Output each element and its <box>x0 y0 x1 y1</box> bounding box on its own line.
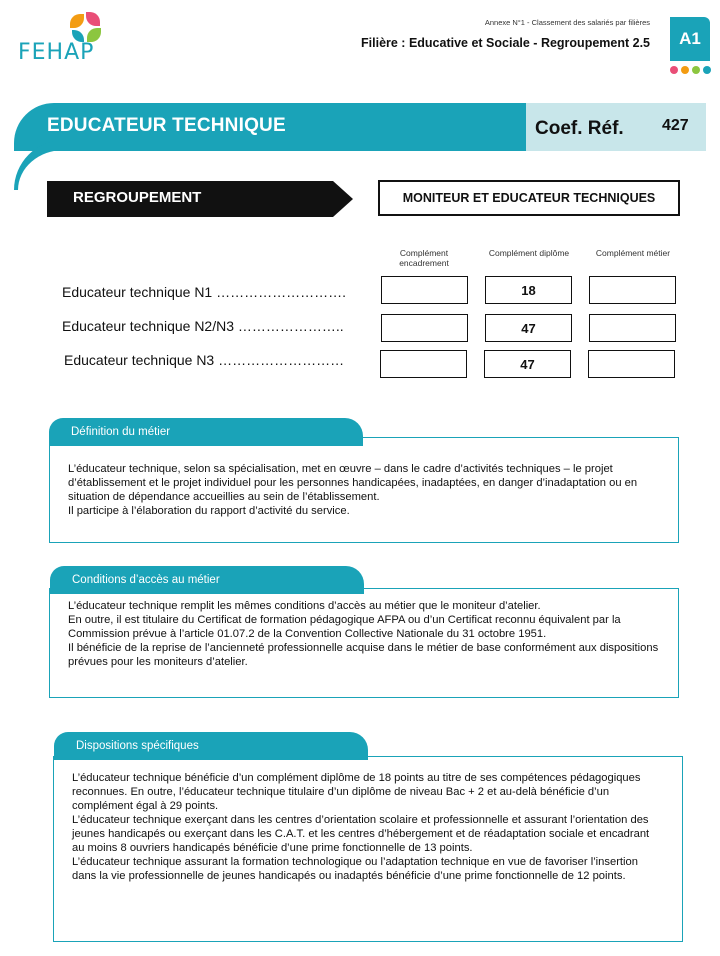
header-complement-diplome: Complément diplôme <box>488 248 570 258</box>
header-complement-encadrement: Complément encadrement <box>399 248 449 268</box>
dot-icon <box>670 66 678 74</box>
dot-icon <box>703 66 711 74</box>
dispositions-paragraph: L’éducateur technique exerçant dans les centres d’orientation scolaire et professionnelle et assurant l’orientation des jeunes handicapés ou exerçant dans les C.A.T. et les centres d’hébergement et de réadaptation sociale et encadrant au moins 8 ouvriers handicapés bénéficie d’une prime fonctionnelle de 13 points. <box>72 814 650 854</box>
header-complement-metier: Complément métier <box>595 248 671 258</box>
row-label-n2n3: Educateur technique N2/N3 ………………….. <box>62 318 344 334</box>
fehap-logo <box>18 10 128 70</box>
logo-leaf-icon <box>70 14 84 28</box>
dispositions-tab: Dispositions spécifiques <box>54 732 368 760</box>
definition-section <box>49 437 679 543</box>
coef-value: 427 <box>662 117 689 134</box>
dot-icon <box>692 66 700 74</box>
conditions-paragraph: L’éducateur technique remplit les mêmes conditions d’accès au métier que le moniteur d’atelier. <box>68 600 541 612</box>
dispositions-section <box>53 756 683 942</box>
logo-leaf-icon <box>86 12 100 26</box>
row-label-n1: Educateur technique N1 ………………………. <box>62 284 346 300</box>
conditions-paragraph: En outre, il est titulaire du Certificat de formation pédagogique AFPA ou d’un Certificat reconnu équivalent par la Commission prévue à l’article 01.07.2 de la Convention Collective Nationale du 31 octobre 1951. <box>68 614 621 640</box>
annex-label: Annexe N°1 - Classement des salariés par filières <box>484 18 650 27</box>
regroupement-value: MONITEUR ET EDUCATEUR TECHNIQUES <box>378 180 680 216</box>
conditions-paragraph: Il bénéficie de la reprise de l’ancienneté professionnelle acquise dans le métier de base conformément aux dispositions prévues pour les moniteurs d’atelier. <box>68 642 659 668</box>
dot-icon <box>681 66 689 74</box>
conditions-tab: Conditions d’accès au métier <box>50 566 364 594</box>
color-dots <box>670 66 711 74</box>
dispositions-paragraph: L’éducateur technique assurant la formation technologique ou l’adaptation technique en vue de favoriser l’insertion dans la vie professionnelle de jeunes handicapés ou inadaptés bénéficie d’une prime fonctionnelle de 12 points. <box>72 856 638 882</box>
cell-n3-encadrement <box>380 350 467 378</box>
cell-n1-metier <box>589 276 676 304</box>
cell-n1-encadrement <box>381 276 468 304</box>
definition-paragraph: Il participe à l’élaboration du rapport d’activité du service. <box>68 505 350 517</box>
regroupement-label: REGROUPEMENT <box>73 189 202 206</box>
coef-label: Coef. Réf. <box>535 118 624 139</box>
cell-n2n3-diplome: 47 <box>485 314 572 342</box>
conditions-section <box>49 588 679 698</box>
definition-tab: Définition du métier <box>49 418 363 446</box>
job-title: EDUCATEUR TECHNIQUE <box>47 115 286 136</box>
dispositions-paragraph: L’éducateur technique bénéficie d’un complément diplôme de 18 points au titre de ses compétences pédagogiques reconnues. En outre, l’éducateur technique titulaire d’un diplôme de niveau Bac + 2 et au-delà bénéficie d’un complément égal à 29 points. <box>72 772 641 812</box>
logo-text: FEHAP <box>18 40 95 65</box>
cell-n2n3-encadrement <box>381 314 468 342</box>
cell-n2n3-metier <box>589 314 676 342</box>
annex-badge: A1 <box>670 17 710 61</box>
definition-paragraph: L’éducateur technique, selon sa spécialisation, met en œuvre – dans le cadre d’activités techniques – le projet d’établissement et le projet individuel pour les personnes handicapées, inadaptées, en danger d’inadaptation ou en situation de dépendance accueillies au sein de l’établissement. <box>68 463 638 503</box>
row-label-n3: Educateur technique N3 ……………………… <box>64 352 345 368</box>
cell-n1-diplome: 18 <box>485 276 572 304</box>
cell-n3-metier <box>588 350 675 378</box>
filiere-title: Filière : Educative et Sociale - Regroupement 2.5 <box>361 36 650 50</box>
cell-n3-diplome: 47 <box>484 350 571 378</box>
